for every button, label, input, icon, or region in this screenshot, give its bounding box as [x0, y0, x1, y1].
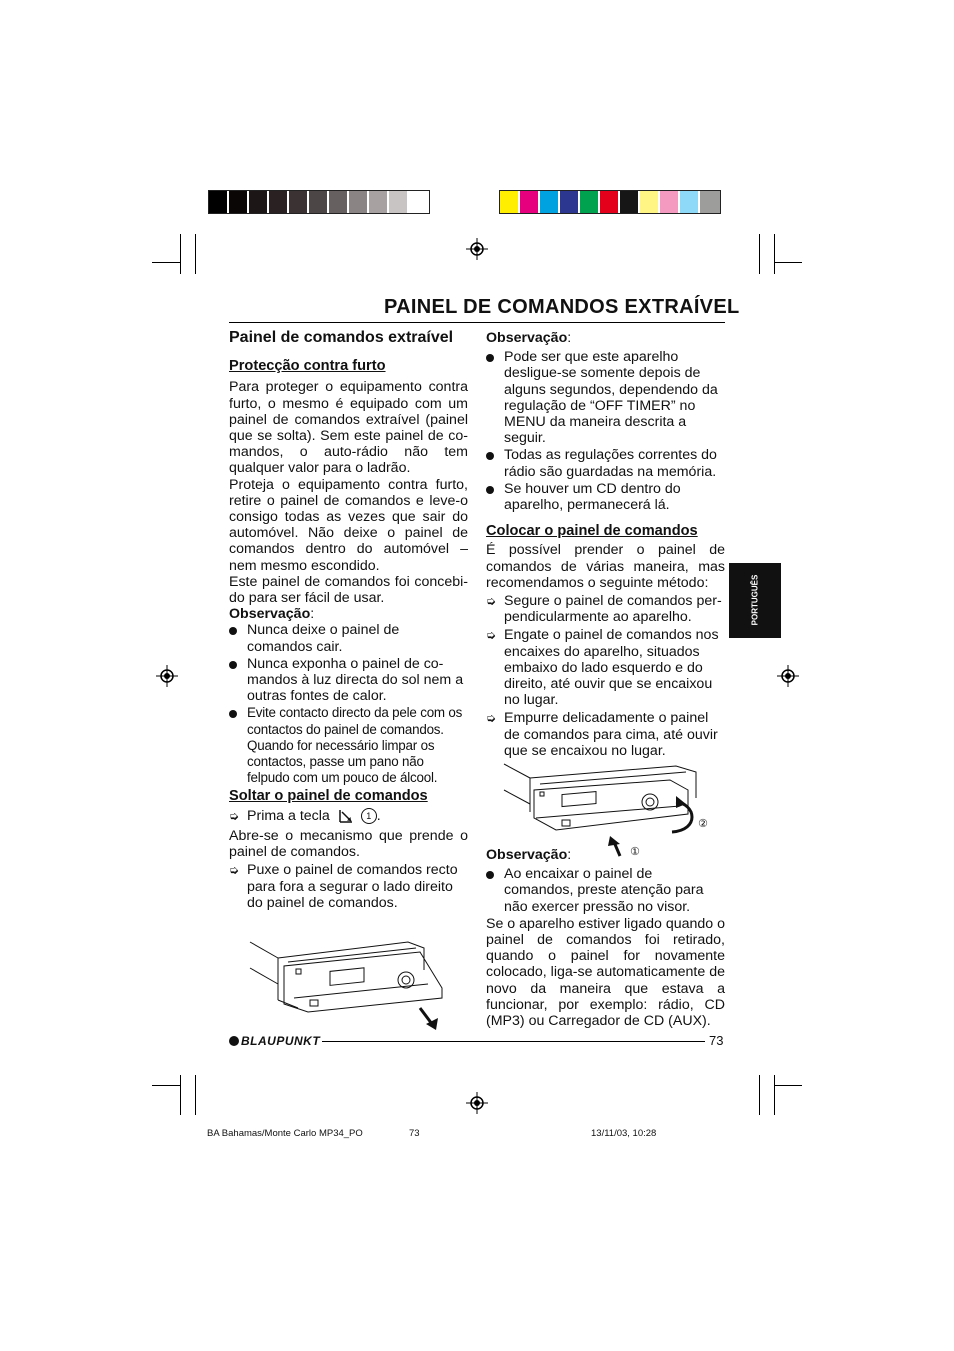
list-item [486, 349, 725, 446]
callout-number: 1 [361, 808, 377, 824]
arrow-right-icon: ➭ [229, 863, 240, 878]
color-calibration-bar [499, 190, 721, 214]
crop-mark [774, 234, 775, 274]
page-number: 73 [709, 1033, 724, 1048]
brand-dot-icon [229, 1036, 239, 1046]
grayscale-calibration-bar [208, 190, 430, 214]
bullet-icon [229, 661, 237, 669]
color-swatch [680, 191, 700, 213]
color-swatch [660, 191, 680, 213]
footer-divider [322, 1041, 705, 1042]
gray-swatch [229, 191, 249, 213]
bullet-icon [486, 871, 494, 879]
note-label-text: Observação [486, 847, 568, 863]
step-item [229, 862, 468, 911]
list-item-text: Nunca deixe o painel de comandos cair. [247, 622, 400, 655]
registration-mark-icon [466, 1092, 488, 1114]
gray-swatch [349, 191, 369, 213]
color-swatch [620, 191, 640, 213]
list-item-text: Nunca exponha o painel de co-mandos à luz directa do sol nem a outras fontes de calor. [247, 655, 464, 705]
crop-mark [152, 1085, 180, 1086]
gray-swatch [309, 191, 329, 213]
step-text: Prima a tecla [247, 807, 330, 824]
color-swatch [560, 191, 580, 213]
language-tab-label: PORTUGUÊS [750, 574, 760, 626]
paragraph: Abre-se o mecanismo que prende o painel de comandos. [229, 827, 468, 861]
crop-mark [180, 1075, 181, 1115]
print-meta-date: 13/11/03, 10:28 [591, 1128, 657, 1139]
crop-mark [774, 1085, 802, 1086]
panel-removal-illustration [248, 928, 448, 1032]
list-item [229, 705, 468, 786]
color-swatch [640, 191, 660, 213]
crop-mark [195, 1075, 196, 1115]
color-swatch [540, 191, 560, 213]
brand-name: BLAUPUNKT [241, 1034, 321, 1048]
step-item [486, 593, 725, 625]
crop-mark [759, 234, 760, 274]
color-swatch [500, 191, 520, 213]
registration-mark-icon [777, 665, 799, 687]
step-text: Puxe o painel de comandos recto para fora a segurar o lado direito do painel de comandos. [247, 862, 458, 911]
paragraph: Para proteger o equipamento contra furto, o mesmo é equipado com um painel de comandos extraível (painel que se solta). Sem este painel de co-mandos, o auto-rádio não tem qualquer valor para o ladrão. [229, 379, 468, 477]
step-text: Engate o painel de comandos nos encaixes do aparelho, situados embaixo do lado esquerdo e do direito, até ouvir que se encaixou no lugar. [504, 627, 719, 709]
note-label: Observação: [229, 606, 315, 623]
color-swatch [580, 191, 600, 213]
arrow-right-icon: ➭ [486, 594, 497, 609]
list-item-text: Pode ser que este aparelho desligue-se somente depois de alguns segundos, dependendo da regulação de “OFF TIMER” no MENU da maneira descrita a seguir. [504, 349, 718, 447]
language-tab [729, 563, 781, 638]
list-item [229, 656, 468, 705]
figure-callout-2: ② [698, 818, 708, 830]
list-item-text: Se houver um CD dentro do aparelho, permanecerá lá. [504, 480, 681, 514]
registration-mark-icon [156, 665, 178, 687]
list-item-text: Evite contacto directo da pele com os contactos do painel de comandos. Quando for necessário limpar os contactos, passe um pano não felpudo com um pouco de álcool. [247, 705, 463, 786]
paragraph: É possível prender o painel de comandos de várias maneira, mas recomendamos o seguinte método: [486, 542, 725, 591]
subsection-heading: Soltar o painel de comandos [229, 788, 428, 805]
list-item [486, 481, 725, 513]
step-text: Segure o painel de comandos per-pendicularmente ao aparelho. [504, 593, 722, 626]
crop-mark [152, 262, 180, 263]
color-swatch [600, 191, 620, 213]
gray-swatch [329, 191, 349, 213]
crop-mark [774, 1075, 775, 1115]
crop-mark [195, 234, 196, 274]
list-item [229, 622, 468, 654]
gray-swatch [389, 191, 409, 213]
crop-mark [759, 1075, 760, 1115]
list-item [486, 866, 725, 915]
section-heading: Painel de comandos extraível [229, 329, 454, 346]
arrow-right-icon: ➭ [486, 628, 497, 643]
left-column [229, 330, 468, 911]
step-item [486, 710, 725, 759]
crop-mark [180, 234, 181, 274]
paragraph: Se o aparelho estiver ligado quando o painel de comandos foi retirado, quando o painel for novamente colocado, liga-se automaticamente de novo da maneira que estava a funcionar, por exemplo: rádio, CD (MP3) ou Carregador de CD (AUX). [486, 915, 725, 1030]
print-meta-page: 73 [409, 1128, 420, 1139]
step-item [486, 627, 725, 708]
color-swatch [520, 191, 540, 213]
bullet-icon [229, 710, 237, 718]
gray-swatch [289, 191, 309, 213]
gray-swatch [409, 191, 429, 213]
gray-swatch [249, 191, 269, 213]
note-label-text: Observação [486, 330, 568, 346]
brand-logo [229, 1034, 320, 1048]
bullet-icon [486, 486, 494, 494]
arrow-right-icon: ➭ [486, 711, 497, 726]
crop-mark [774, 262, 802, 263]
list-item-text: Todas as regulações correntes do rádio são guardadas na memória. [504, 447, 717, 480]
list-item [486, 447, 725, 479]
subsection-heading: Protecção contra furto [229, 358, 386, 375]
note-label: Observação: [486, 847, 572, 863]
title-divider [229, 322, 725, 323]
subsection-heading: Colocar o painel de comandos [486, 523, 698, 540]
figure-callout-1: ① [630, 846, 640, 858]
arrow-right-icon: ➭ [229, 808, 240, 823]
right-column-lower [486, 847, 725, 1029]
gray-swatch [269, 191, 289, 213]
paragraph: Este painel de comandos foi concebi-do para ser fácil de usar. [229, 573, 468, 607]
gray-swatch [369, 191, 389, 213]
right-column [486, 330, 725, 759]
note-label: Observação: [486, 330, 572, 346]
gray-swatch [209, 191, 229, 213]
paragraph: Proteja o equipamento contra furto, retire o painel de comandos e leve-o consigo todas as vezes que sair do automóvel. Não deixe o painel de comandos dentro do automóvel – nem mesmo escondido. [229, 476, 468, 574]
release-button-icon [339, 809, 353, 823]
registration-mark-icon [466, 238, 488, 260]
step-item: ➭ Prima a tecla 1 . [229, 807, 381, 824]
page-title: PAINEL DE COMANDOS EXTRAÍVEL [384, 296, 740, 318]
step-text: Empurre delicadamente o painel de comandos para cima, até ouvir que se encaixou no lugar. [504, 710, 718, 759]
note-label-text: Observação [229, 606, 311, 623]
list-item-text: Ao encaixar o painel de comandos, preste atenção para não exercer pressão no visor. [504, 866, 704, 915]
color-swatch [700, 191, 720, 213]
print-meta-left: BA Bahamas/Monte Carlo MP34_PO [207, 1128, 363, 1139]
bullet-icon [486, 354, 494, 362]
bullet-icon [486, 452, 494, 460]
bullet-icon [229, 627, 237, 635]
